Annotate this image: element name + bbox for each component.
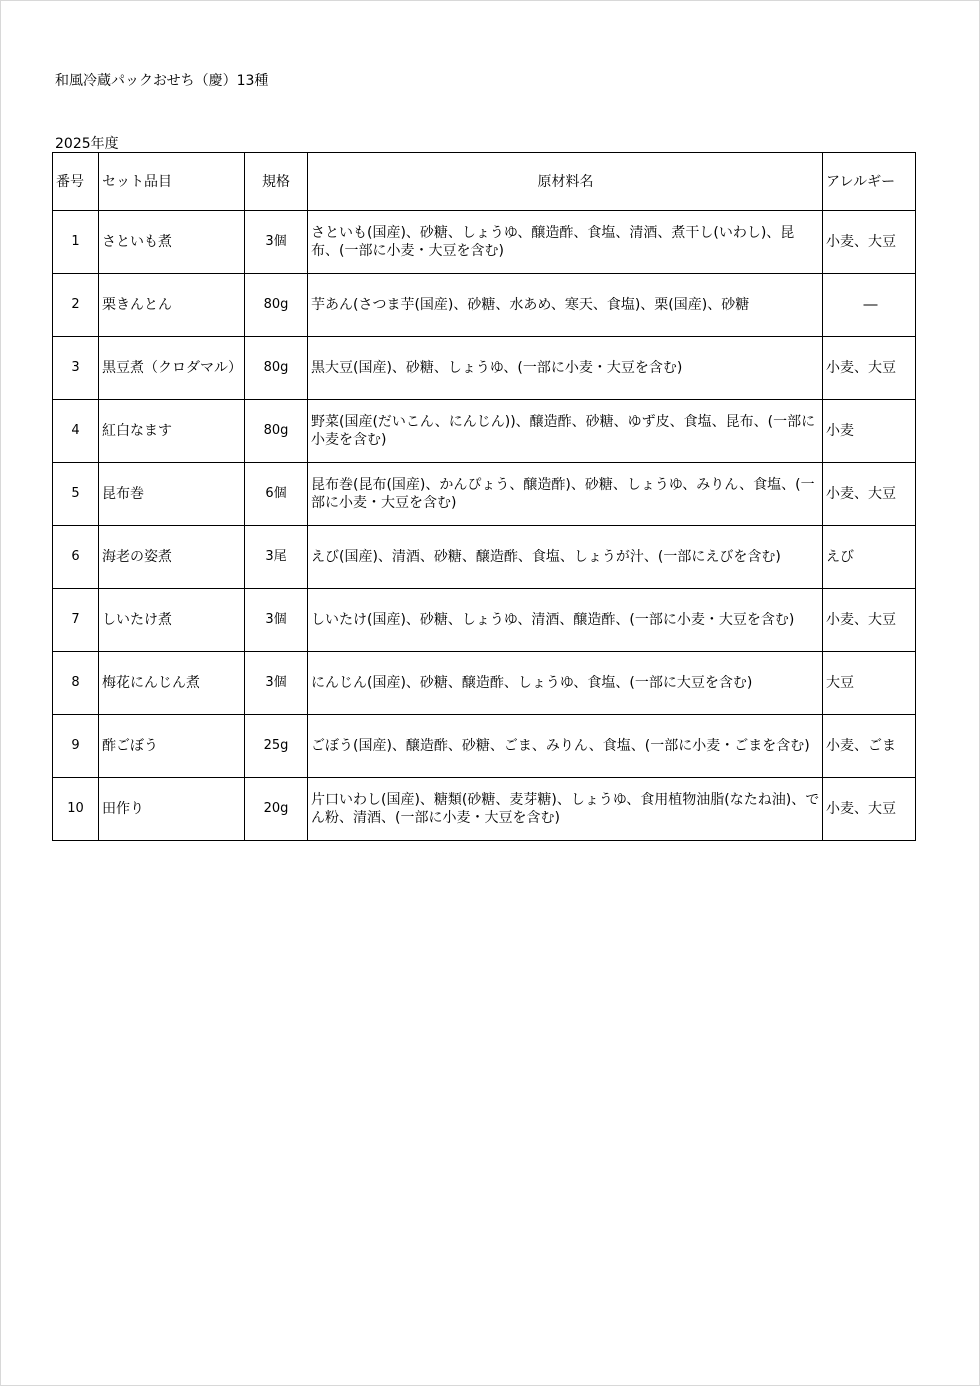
row-number: 5: [53, 463, 99, 526]
row-item: 紅白なます: [99, 400, 245, 463]
row-item: 黒豆煮（クロダマル）: [99, 337, 245, 400]
row-allergy: ―: [823, 274, 916, 337]
row-materials: えび(国産)、清酒、砂糖、醸造酢、食塩、しょうが汁、(一部にえびを含む): [308, 526, 823, 589]
row-spec: 20g: [245, 778, 308, 841]
row-item: 海老の姿煮: [99, 526, 245, 589]
row-allergy: 小麦、大豆: [823, 463, 916, 526]
table-row: [53, 274, 916, 337]
row-spec: 80g: [245, 274, 308, 337]
header-allergy: アレルギー: [823, 153, 916, 211]
row-spec: 80g: [245, 400, 308, 463]
row-item: さといも煮: [99, 211, 245, 274]
fiscal-year-label: 2025年度: [55, 136, 119, 152]
row-allergy: 小麦: [823, 400, 916, 463]
header-spec: 規格: [245, 153, 308, 211]
row-spec: 3個: [245, 652, 308, 715]
row-materials: 昆布巻(昆布(国産)、かんぴょう、醸造酢)、砂糖、しょうゆ、みりん、食塩、(一部に小麦・大豆を含む): [308, 463, 823, 526]
row-materials: 片口いわし(国産)、糖類(砂糖、麦芽糖)、しょうゆ、食用植物油脂(なたね油)、でん粉、清酒、(一部に小麦・大豆を含む): [308, 778, 823, 841]
header-number: 番号: [53, 153, 99, 211]
row-spec: 80g: [245, 337, 308, 400]
table-header-row: [53, 153, 916, 211]
row-allergy: 小麦、大豆: [823, 211, 916, 274]
row-allergy: 小麦、大豆: [823, 337, 916, 400]
table-row: [53, 400, 916, 463]
row-number: 9: [53, 715, 99, 778]
row-number: 7: [53, 589, 99, 652]
row-item: しいたけ煮: [99, 589, 245, 652]
table-row: [53, 589, 916, 652]
row-allergy: 大豆: [823, 652, 916, 715]
row-number: 1: [53, 211, 99, 274]
row-number: 3: [53, 337, 99, 400]
row-materials: にんじん(国産)、砂糖、醸造酢、しょうゆ、食塩、(一部に大豆を含む): [308, 652, 823, 715]
table-row: [53, 337, 916, 400]
row-spec: 25g: [245, 715, 308, 778]
row-number: 8: [53, 652, 99, 715]
table-row: [53, 715, 916, 778]
table-row: [53, 526, 916, 589]
table-row: [53, 652, 916, 715]
row-item: 田作り: [99, 778, 245, 841]
row-materials: ごぼう(国産)、醸造酢、砂糖、ごま、みりん、食塩、(一部に小麦・ごまを含む): [308, 715, 823, 778]
ingredients-table: [52, 152, 916, 841]
row-item: 昆布巻: [99, 463, 245, 526]
row-materials: 野菜(国産(だいこん、にんじん))、醸造酢、砂糖、ゆず皮、食塩、昆布、(一部に小麦を含む): [308, 400, 823, 463]
row-allergy: 小麦、大豆: [823, 778, 916, 841]
row-materials: しいたけ(国産)、砂糖、しょうゆ、清酒、醸造酢、(一部に小麦・大豆を含む): [308, 589, 823, 652]
row-spec: 3個: [245, 589, 308, 652]
row-materials: 芋あん(さつま芋(国産)、砂糖、水あめ、寒天、食塩)、栗(国産)、砂糖: [308, 274, 823, 337]
row-spec: 6個: [245, 463, 308, 526]
row-spec: 3尾: [245, 526, 308, 589]
header-item: セット品目: [99, 153, 245, 211]
table-row: [53, 463, 916, 526]
row-number: 6: [53, 526, 99, 589]
row-item: 梅花にんじん煮: [99, 652, 245, 715]
table-row: [53, 778, 916, 841]
document-title: 和風冷蔵パックおせち（慶）13種: [55, 73, 269, 89]
row-number: 4: [53, 400, 99, 463]
row-item: 酢ごぼう: [99, 715, 245, 778]
row-spec: 3個: [245, 211, 308, 274]
row-allergy: 小麦、ごま: [823, 715, 916, 778]
row-number: 10: [53, 778, 99, 841]
table-row: [53, 211, 916, 274]
row-materials: さといも(国産)、砂糖、しょうゆ、醸造酢、食塩、清酒、煮干し(いわし)、昆布、(一部に小麦・大豆を含む): [308, 211, 823, 274]
row-number: 2: [53, 274, 99, 337]
row-item: 栗きんとん: [99, 274, 245, 337]
row-allergy: えび: [823, 526, 916, 589]
row-allergy: 小麦、大豆: [823, 589, 916, 652]
header-materials: 原材料名: [308, 153, 823, 211]
row-materials: 黒大豆(国産)、砂糖、しょうゆ、(一部に小麦・大豆を含む): [308, 337, 823, 400]
